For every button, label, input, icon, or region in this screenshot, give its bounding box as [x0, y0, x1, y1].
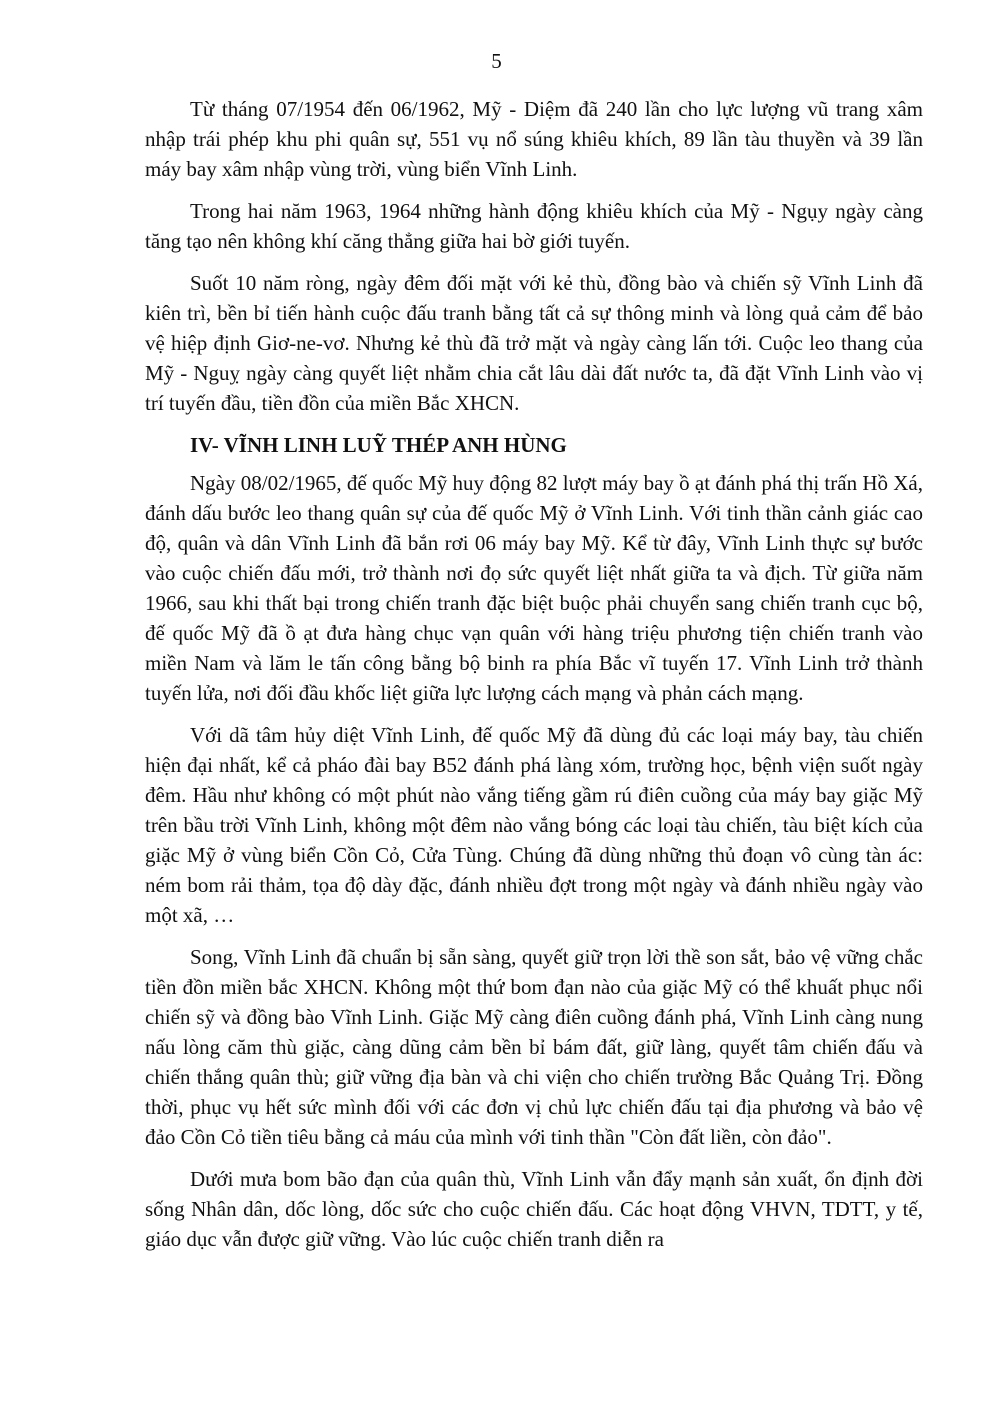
paragraph-4: Ngày 08/02/1965, đế quốc Mỹ huy động 82 lượt máy bay ồ ạt đánh phá thị trấn Hồ Xá, đánh dấu bước leo thang quân sự của đế quốc Mỹ ở Vĩnh Linh. Với tinh thần cảnh giác cao độ, quân và dân Vĩnh Linh đã bắn rơi 06 máy bay Mỹ. Kể từ đây, Vĩnh Linh thực sự bước vào cuộc chiến đấu mới, trở thành nơi đọ sức quyết liệt nhất giữa ta và địch. Từ giữa năm 1966, sau khi thất bại trong chiến tranh đặc biệt buộc phải chuyển sang chiến tranh cục bộ, đế quốc Mỹ đã ồ ạt đưa hàng chục vạn quân với hàng triệu phương tiện chiến tranh vào miền Nam và lăm le tấn công bằng bộ binh ra phía Bắc vĩ tuyến 17. Vĩnh Linh trở thành tuyến lửa, nơi đối đầu khốc liệt giữa lực lượng cách mạng và phản cách mạng.: [145, 471, 923, 705]
paragraph-3: Suốt 10 năm ròng, ngày đêm đối mặt với kẻ thù, đồng bào và chiến sỹ Vĩnh Linh đã kiên trì, bền bỉ tiến hành cuộc đấu tranh bằng tất cả sự thông minh và lòng quả cảm để bảo vệ hiệp định Giơ-ne-vơ. Nhưng kẻ thù đã trở mặt và ngày càng lấn tới. Cuộc leo thang của Mỹ - Nguỵ ngày càng quyết liệt nhằm chia cắt lâu dài đất nước ta, đã đặt Vĩnh Linh vào vị trí tuyến đầu, tiền đồn của miền Bắc XHCN.: [145, 271, 923, 415]
paragraph-2: Trong hai năm 1963, 1964 những hành động khiêu khích của Mỹ - Ngụy ngày càng tăng tạo nên không khí căng thẳng giữa hai bờ giới tuyến.: [145, 199, 923, 253]
paragraph-1: Từ tháng 07/1954 đến 06/1962, Mỹ - Diệm đã 240 lần cho lực lượng vũ trang xâm nhập trái phép khu phi quân sự, 551 vụ nổ súng khiêu khích, 89 lần tàu thuyền và 39 lần máy bay xâm nhập vùng trời, vùng biển Vĩnh Linh.: [145, 97, 923, 181]
page-body: [145, 94, 923, 1266]
paragraph-7: Dưới mưa bom bão đạn của quân thù, Vĩnh Linh vẫn đẩy mạnh sản xuất, ổn định đời sống Nhân dân, dốc lòng, dốc sức cho cuộc chiến đấu. Các hoạt động VHVN, TDTT, y tế, giáo dục vẫn được giữ vững. Vào lúc cuộc chiến tranh diễn ra: [145, 1167, 923, 1251]
section-heading: IV- VĨNH LINH LUỸ THÉP ANH HÙNG: [190, 433, 567, 457]
paragraph-5: Với dã tâm hủy diệt Vĩnh Linh, đế quốc Mỹ đã dùng đủ các loại máy bay, tàu chiến hiện đại nhất, kể cả pháo đài bay B52 đánh phá làng xóm, trường học, bệnh viện suốt ngày đêm. Hầu như không có một phút nào vắng tiếng gầm rú điên cuồng của máy bay giặc Mỹ trên bầu trời Vĩnh Linh, không một đêm nào vắng bóng các loại tàu chiến, tàu biệt kích của giặc Mỹ ở vùng biển Cồn Cỏ, Cửa Tùng. Chúng đã dùng những thủ đoạn vô cùng tàn ác: ném bom rải thảm, tọa độ dày đặc, đánh nhiều đợt trong một ngày và đánh nhiều ngày vào một xã, …: [145, 723, 923, 927]
paragraph-6: Song, Vĩnh Linh đã chuẩn bị sẵn sàng, quyết giữ trọn lời thề son sắt, bảo vệ vững chắc tiền đồn miền bắc XHCN. Không một thứ bom đạn nào của giặc Mỹ có thể khuất phục nổi chiến sỹ và đồng bào Vĩnh Linh. Giặc Mỹ càng điên cuồng đánh phá, Vĩnh Linh càng nung nấu lòng căm thù giặc, càng dũng cảm bền bỉ bám đất, giữ làng, quyết tâm chiến đấu và chiến thắng quân thù; giữ vững địa bàn và chi viện cho chiến trường Bắc Quảng Trị. Đồng thời, phục vụ hết sức mình đối với các đơn vị chủ lực chiến đấu tại địa phương và bảo vệ đảo Cồn Cỏ tiền tiêu bằng cả máu của mình với tinh thần "Còn đất liền, còn đảo".: [145, 945, 923, 1149]
page-number: 5: [491, 49, 502, 73]
